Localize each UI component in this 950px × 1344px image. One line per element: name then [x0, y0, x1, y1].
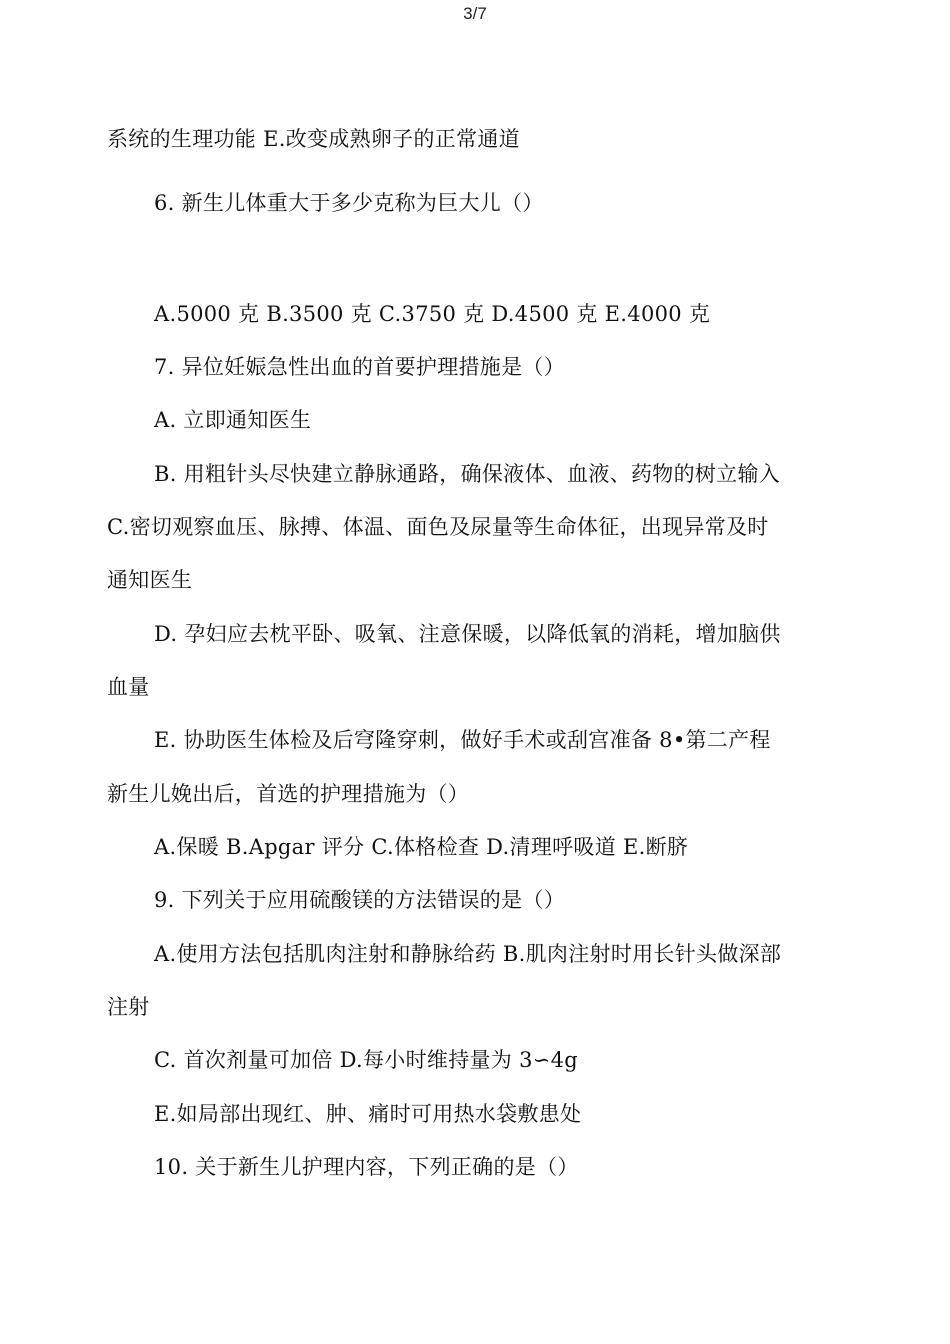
question-7: 7. 异位妊娠急性出血的首要护理措施是（）: [154, 355, 566, 379]
option-c-continued: 通知医生: [107, 568, 193, 592]
option-a: A. 立即通知医生: [154, 408, 312, 432]
question-9-options-ab: A.使用方法包括肌肉注射和静脉给药 B.肌肉注射时用长针头做深部: [154, 942, 782, 966]
question-9-option-e: E.如局部出现红、肿、痛时可用热水袋敷患处: [154, 1102, 582, 1126]
page-number: 3/7: [463, 4, 487, 23]
question-6: 6. 新生儿体重大于多少克称为巨大儿（）: [154, 191, 544, 215]
option-d: D. 孕妇应去枕平卧、吸氧、注意保暖，以降低氧的消耗，增加脑供: [154, 622, 781, 646]
question-9: 9. 下列关于应用硫酸镁的方法错误的是（）: [154, 888, 566, 912]
question-8-options: A.保暖 B.Apgar 评分 C.体格检查 D.清理呼吸道 E.断脐: [154, 835, 689, 859]
question-8: 新生儿娩出后，首选的护理措施为（）: [107, 782, 470, 806]
option-b: B. 用粗针头尽快建立静脉通路，确保液体、血液、药物的树立输入: [154, 462, 781, 486]
question-9-options-ab-continued: 注射: [107, 995, 150, 1019]
option-d-continued: 血量: [107, 675, 150, 699]
question-10: 10. 关于新生儿护理内容，下列正确的是（）: [154, 1155, 579, 1179]
question-9-options-cd: C. 首次剂量可加倍 D.每小时维持量为 3∽4g: [154, 1048, 579, 1072]
text-line: 系统的生理功能 E.改变成熟卵子的正常通道: [107, 127, 520, 151]
question-6-options: A.5000 克 B.3500 克 C.3750 克 D.4500 克 E.4000 克: [154, 302, 711, 326]
option-c: C.密切观察血压、脉搏、体温、面色及尿量等生命体征，出现异常及时: [107, 515, 769, 539]
option-e: E. 协助医生体检及后穹隆穿刺，做好手术或刮宫准备 8•第二产程: [154, 728, 771, 752]
